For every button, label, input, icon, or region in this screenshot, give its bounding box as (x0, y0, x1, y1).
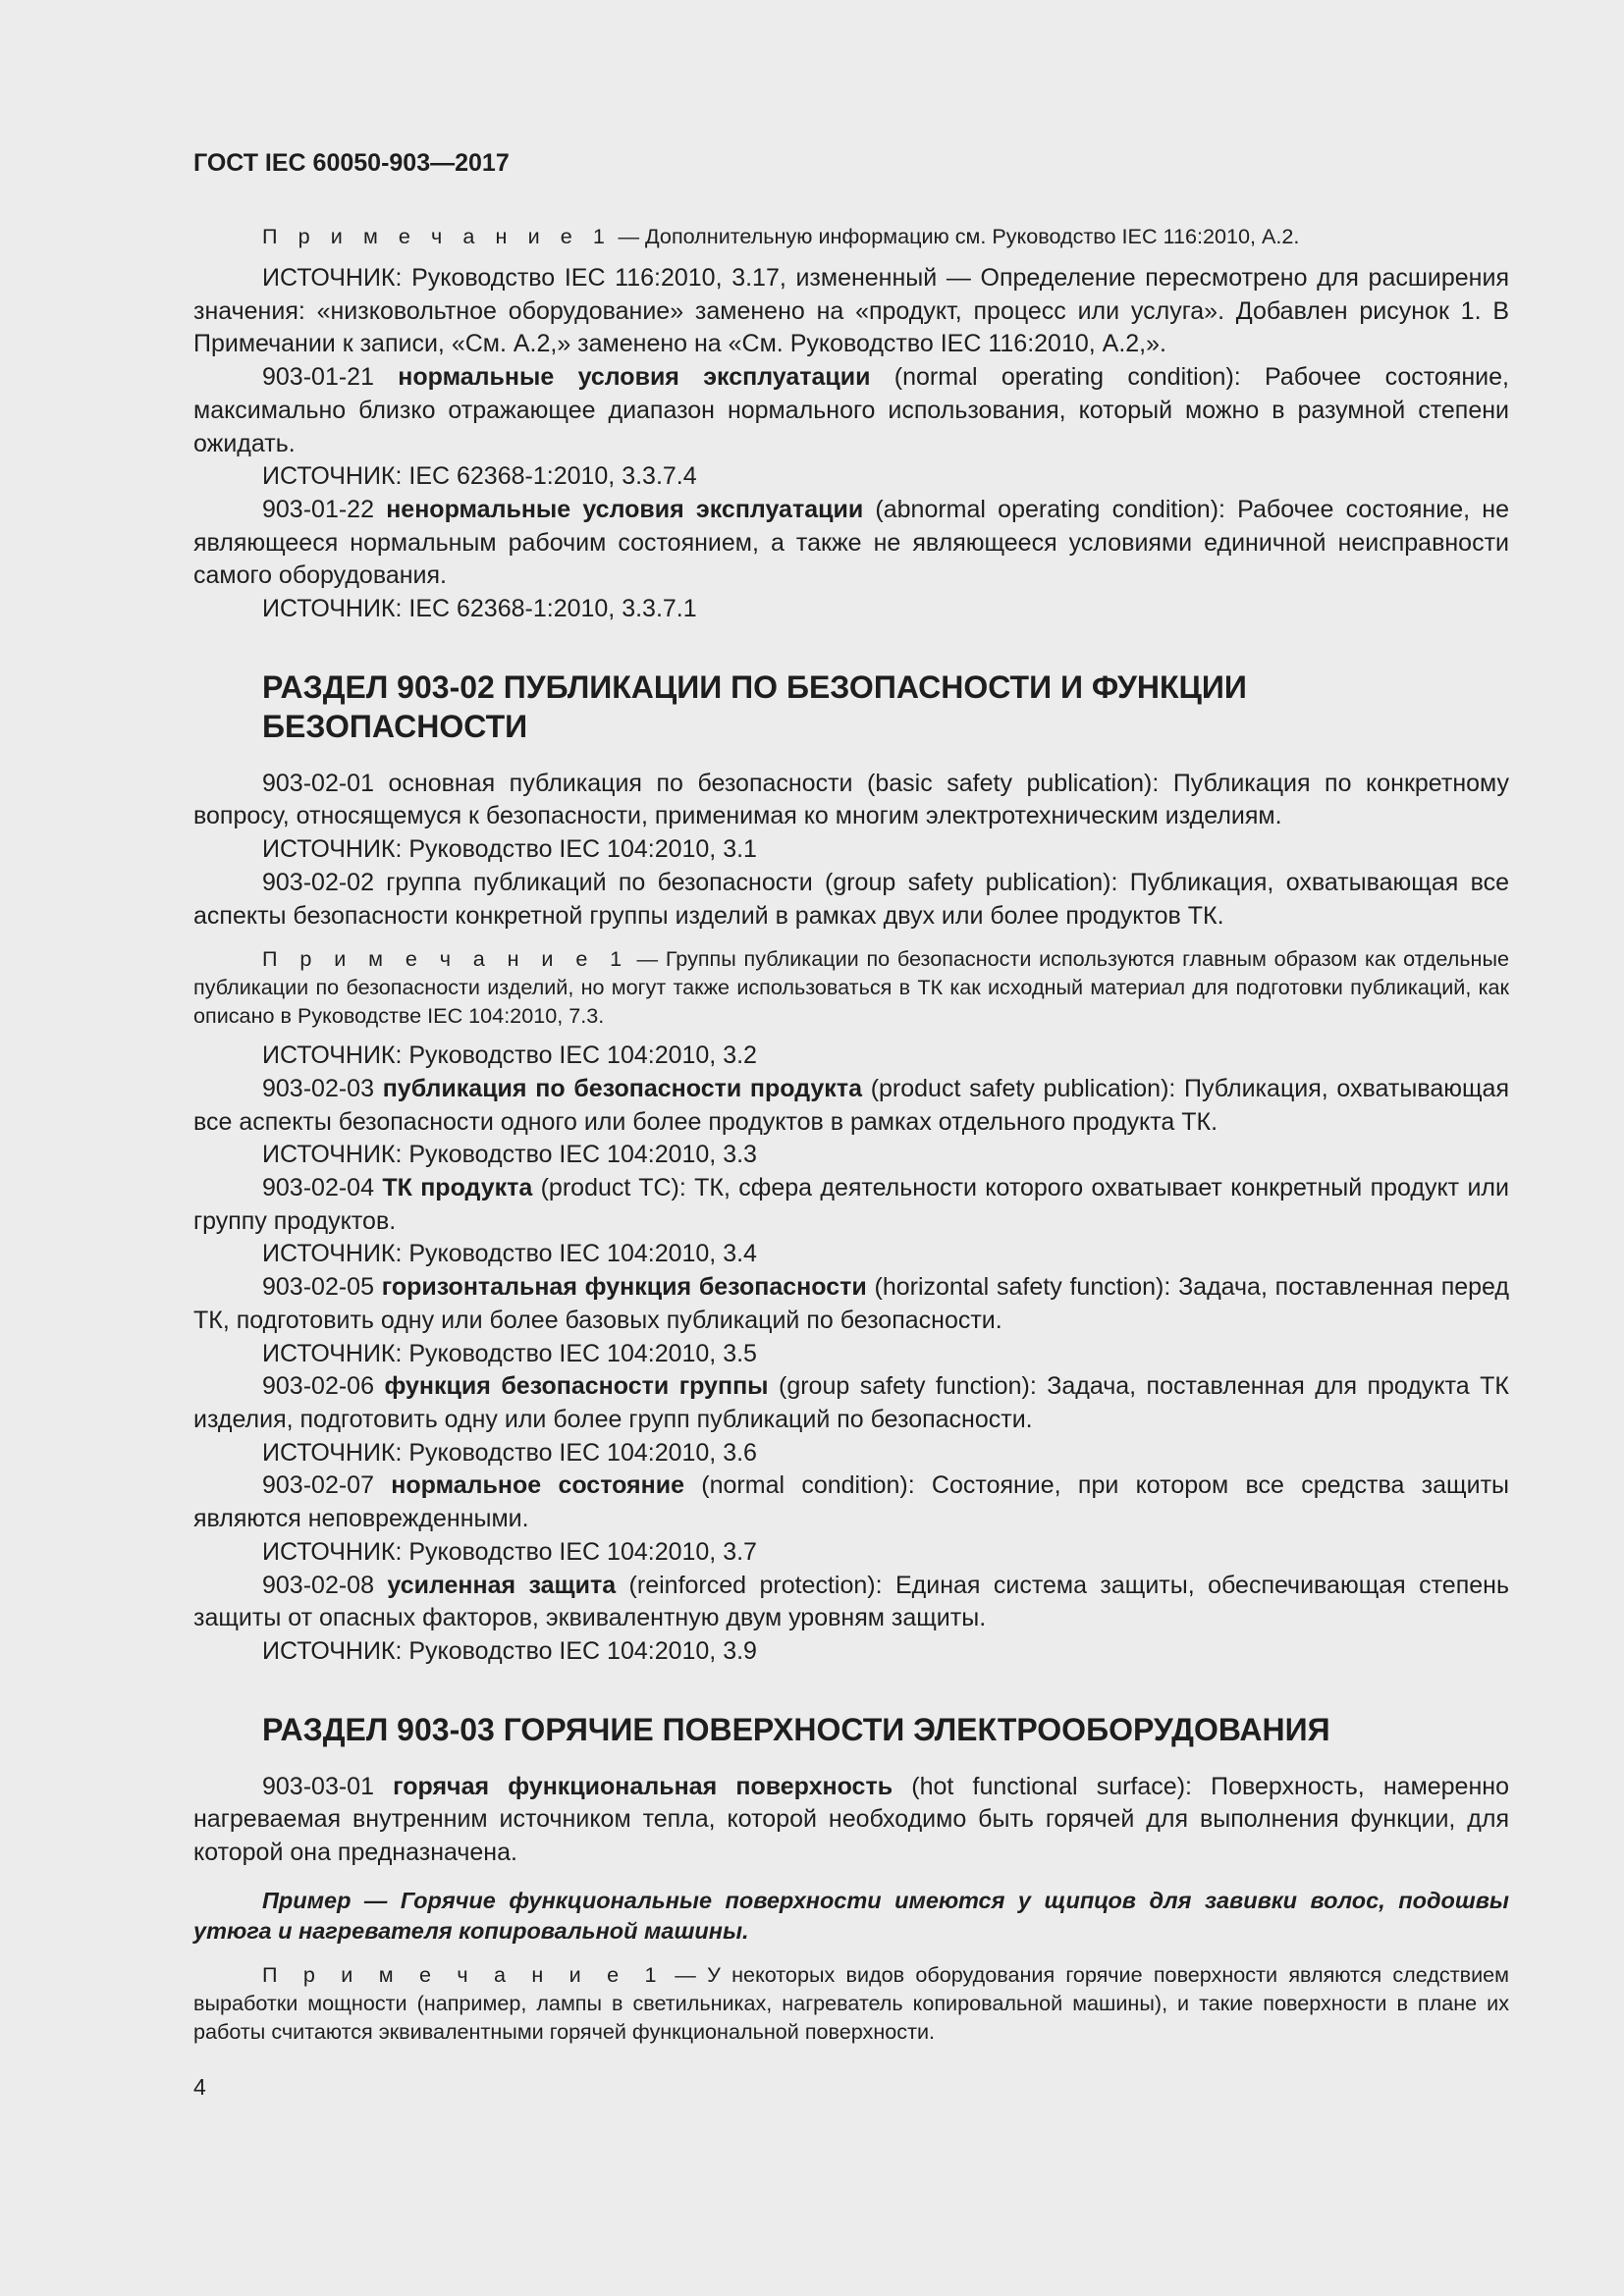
term-name: ненормальные условия эксплуатации (386, 495, 864, 523)
term-definition: (reinforced protection): Единая система защиты, обеспечивающая степень защиты от опасных факторов, эквивалентную двум уровням защиты. (193, 1571, 1509, 1632)
source-paragraph: ИСТОЧНИК: Руководство IEC 116:2010, 3.17, измененный — Определение пересмотрено для расширения значения: «низковольтное оборудование» заменено на «продукт, процесс или услуга». Добавлен рисунок 1. В Примечании к записи, «См. А.2,» заменено на «См. Руководство IEC 116:2010, А.2,». (193, 264, 1509, 358)
source-line: ИСТОЧНИК: IEC 62368-1:2010, 3.3.7.4 (262, 462, 697, 491)
term-903-03-01 (193, 1771, 1509, 1870)
term-number: 903-02-05 (262, 1273, 382, 1302)
term-definition: (product safety publication): Публикация, охватывающая все аспекты безопасности одного или более продуктов в рамках отдельного продукта ТК. (193, 1074, 1509, 1136)
term-definition: (abnormal operating condition): Рабочее состояние, не являющееся нормальным рабочим состоянием, а также не являющееся условиями единичной неисправности самого оборудования. (193, 495, 1509, 590)
note-paragraph (193, 222, 1509, 250)
term-definition: (normal condition): Состояние, при котором все средства защиты являются неповрежденными. (193, 1471, 1509, 1533)
source-line: ИСТОЧНИК: Руководство IEC 104:2010, 3.2 (262, 1041, 757, 1070)
example-paragraph: Пример — Горячие функциональные поверхности имеются у щипцов для завивки волос, подошвы утюга и нагревателя копировальной машины. (193, 1887, 1509, 1944)
source-line: ИСТОЧНИК: Руководство IEC 104:2010, 3.6 (262, 1438, 757, 1467)
term-number: 903-01-22 (262, 495, 387, 523)
note-label: П р и м е ч а н и е 1 (262, 224, 613, 248)
term-name: нормальные условия эксплуатации (398, 363, 871, 392)
source-line: ИСТОЧНИК: Руководство IEC 104:2010, 3.1 (262, 835, 757, 864)
term-903-01-21 (193, 361, 1509, 460)
note-text: — У некоторых видов оборудования горячие поверхности являются следствием выработки мощности (например, лампы в светильниках, нагреватель копировальной машины), и такие поверхности в плане их работы считаются эквивалентными горячей функциональной поверхности. (193, 1961, 1509, 2044)
term-definition: (group safety function): Задача, поставленная для продукта ТК изделия, подготовить одну или более групп публикаций по безопасности. (193, 1372, 1509, 1433)
term-definition: (hot functional surface): Поверхность, намеренно нагреваемая внутренним источником тепла, которой необходимо быть горячей для выполнения функции, для которой она предназначена. (193, 1772, 1509, 1867)
term-number: 903-02-08 (262, 1571, 388, 1599)
term-number: 903-02-06 (262, 1372, 385, 1401)
source-line: ИСТОЧНИК: Руководство IEC 104:2010, 3.5 (262, 1339, 757, 1367)
term-903-02-08 (193, 1570, 1509, 1635)
term-903-01-22 (193, 494, 1509, 593)
document-header: ГОСТ IEC 60050-903—2017 (193, 149, 510, 177)
term-903-02-03 (193, 1073, 1509, 1139)
term-definition: (product TC): ТК, сфера деятельности которого охватывает конкретный продукт или группу продуктов. (193, 1174, 1509, 1235)
term-903-02-05 (193, 1271, 1509, 1337)
term-number: 903-02-03 (262, 1074, 383, 1102)
document-body (193, 222, 1509, 2046)
term-number: 903-01-21 (262, 363, 399, 392)
term-number: 903-02-04 (262, 1174, 383, 1202)
term-definition: (normal operating condition): Рабочее состояние, максимально близко отражающее диапазон нормального использования, который можно в разумной степени ожидать. (193, 363, 1509, 457)
source-line: ИСТОЧНИК: Руководство IEC 104:2010, 3.7 (262, 1537, 757, 1566)
note-paragraph (193, 944, 1509, 1030)
term-name: усиленная защита (387, 1571, 617, 1599)
source-line: ИСТОЧНИК: Руководство IEC 104:2010, 3.4 (262, 1240, 757, 1268)
note-text: — Дополнительную информацию см. Руководство IEC 116:2010, А.2. (612, 224, 1300, 248)
section-heading-903-03: РАЗДЕЛ 903-03 ГОРЯЧИЕ ПОВЕРХНОСТИ ЭЛЕКТРООБОРУДОВАНИЯ (262, 1711, 1330, 1747)
source-line: ИСТОЧНИК: IEC 62368-1:2010, 3.3.7.1 (262, 595, 697, 623)
term-name: публикация по безопасности продукта (382, 1074, 862, 1102)
term-name: нормальное состояние (391, 1471, 685, 1500)
term-name: функция безопасности группы (384, 1372, 769, 1401)
term-903-02-07 (193, 1469, 1509, 1535)
term-number: 903-02-07 (262, 1471, 392, 1500)
term-definition: (horizontal safety function): Задача, поставленная перед ТК, подготовить одну или более базовых публикаций по безопасности. (193, 1273, 1509, 1334)
term-903-02-06 (193, 1370, 1509, 1436)
source-line: ИСТОЧНИК: Руководство IEC 104:2010, 3.9 (262, 1636, 757, 1665)
heading-line: БЕЗОПАСНОСТИ (262, 708, 528, 744)
term-903-02-04 (193, 1172, 1509, 1238)
section-heading-903-02 (193, 667, 1509, 746)
note-label: П р и м е ч а н и е 1 (262, 946, 629, 972)
term-903-02-01: 903-02-01 основная публикация по безопасности (basic safety publication): Публикация по конкретному вопросу, относящемуся к безопасности, применимая ко многим электротехническим изделиям. (193, 769, 1509, 830)
term-name: горизонтальная функция безопасности (381, 1273, 867, 1302)
term-903-02-02: 903-02-02 группа публикаций по безопасности (group safety publication): Публикация, охватывающая все аспекты безопасности конкретной группы изделий в рамках двух или более продуктов ТК. (193, 868, 1509, 930)
term-name: ТК продукта (382, 1174, 533, 1202)
term-name: горячая функциональная поверхность (393, 1772, 893, 1800)
term-number: 903-03-01 (262, 1772, 394, 1800)
heading-line: РАЗДЕЛ 903-02 ПУБЛИКАЦИИ ПО БЕЗОПАСНОСТИ И ФУНКЦИИ (262, 668, 1247, 705)
note-text: — Группы публикации по безопасности используются главным образом как отдельные публикации по безопасности изделий, но могут также использоваться в ТК как исходный материал для подготовки публикаций, как описано в Руководстве IEC 104:2010, 7.3. (193, 946, 1509, 1029)
source-line: ИСТОЧНИК: Руководство IEC 104:2010, 3.3 (262, 1141, 757, 1169)
note-paragraph (193, 1960, 1509, 2046)
note-label: П р и м е ч а н и е 1 (262, 1961, 665, 1987)
page-number: 4 (193, 2074, 206, 2100)
